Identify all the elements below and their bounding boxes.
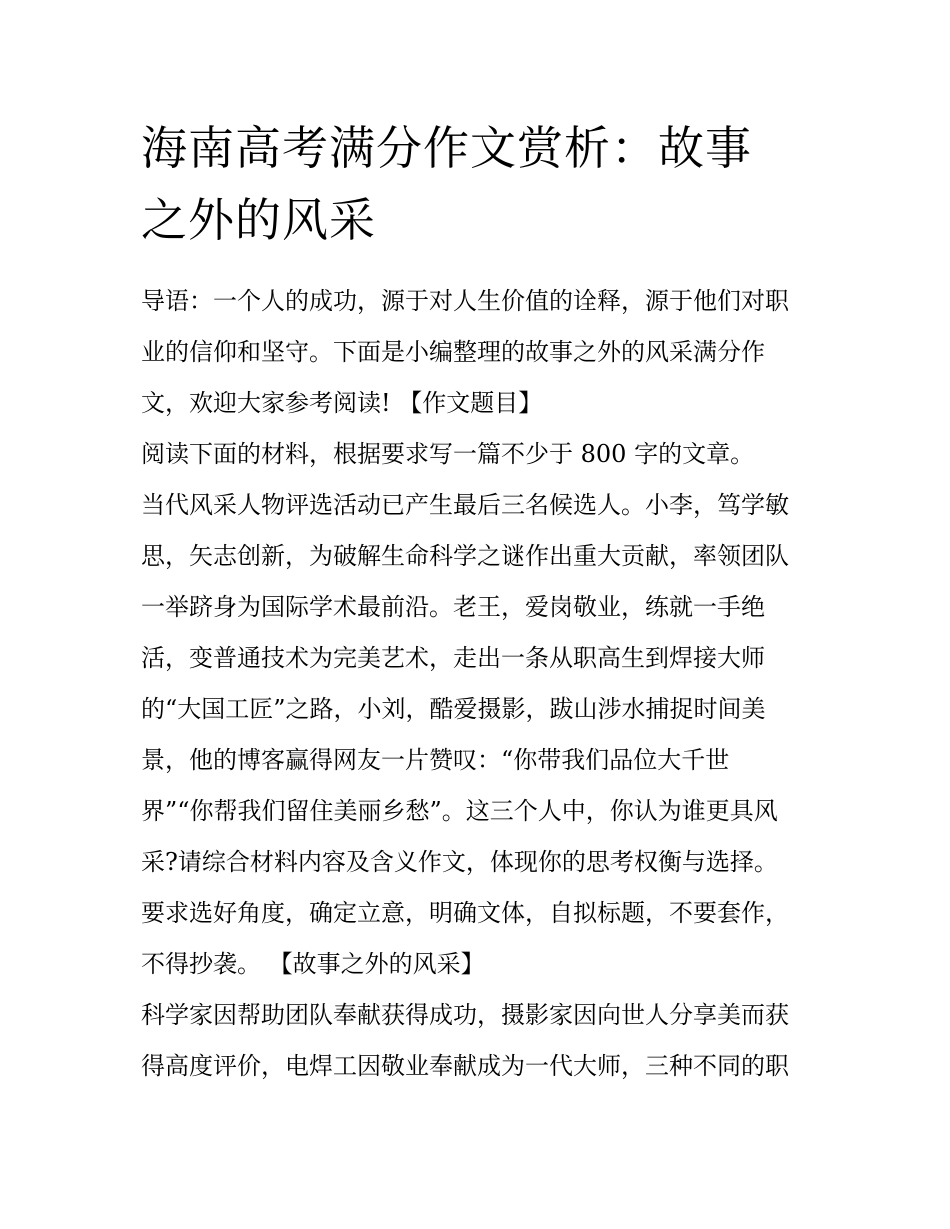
essay-paragraph bbox=[141, 990, 813, 1092]
text-line: 文，欢迎大家参考阅读! 【作文题目】 bbox=[141, 389, 543, 417]
text-line: 业的信仰和坚守。下面是小编整理的故事之外的风采满分作 bbox=[141, 338, 765, 366]
intro-paragraph bbox=[141, 276, 813, 429]
text-line: 导语：一个人的成功，源于对人生价值的诠释，源于他们对职 bbox=[141, 287, 789, 315]
text-line: 采?请综合材料内容及含义作文，体现你的思考权衡与选择。 bbox=[141, 848, 778, 876]
text-line: 景，他的博客赢得网友一片赞叹：“你带我们品位大千世 bbox=[141, 746, 730, 774]
text-line: 不得抄袭。 【故事之外的风采】 bbox=[141, 950, 485, 978]
page-title bbox=[141, 112, 813, 256]
text-line: 活，变普通技术为完美艺术，走出一条从职高生到焊接大师 bbox=[141, 644, 765, 672]
text-line: 当代风采人物评选活动已产生最后三名候选人。小李，笃学敏 bbox=[141, 491, 789, 519]
text-line: 要求选好角度，确定立意，明确文体，自拟标题，不要套作， bbox=[141, 899, 789, 927]
title-line: 海南高考满分作文赏析：故事 bbox=[141, 121, 752, 175]
material-paragraph bbox=[141, 480, 813, 990]
text-line: 科学家因帮助团队奉献获得成功，摄影家因向世人分享美而获 bbox=[141, 1001, 789, 1029]
text-line: 界”“你帮我们留住美丽乡愁”。这三个人中，你认为谁更具风 bbox=[141, 797, 778, 825]
title-line: 之外的风采 bbox=[141, 193, 376, 247]
prompt-instruction-paragraph bbox=[141, 429, 813, 480]
text-line: 思，矢志创新，为破解生命科学之谜作出重大贡献，率领团队 bbox=[141, 542, 789, 570]
text-line: 的“大国工匠”之路，小刘，酷爱摄影，跋山涉水捕捉时间美 bbox=[141, 695, 766, 723]
text-line: 一举跻身为国际学术最前沿。老王，爱岗敬业，练就一手绝 bbox=[141, 593, 765, 621]
text-line: 得高度评价，电焊工因敬业奉献成为一代大师，三种不同的职 bbox=[141, 1052, 789, 1080]
document-body bbox=[141, 112, 813, 1092]
text-line: 阅读下面的材料，根据要求写一篇不少于 800 字的文章。 bbox=[141, 440, 755, 468]
